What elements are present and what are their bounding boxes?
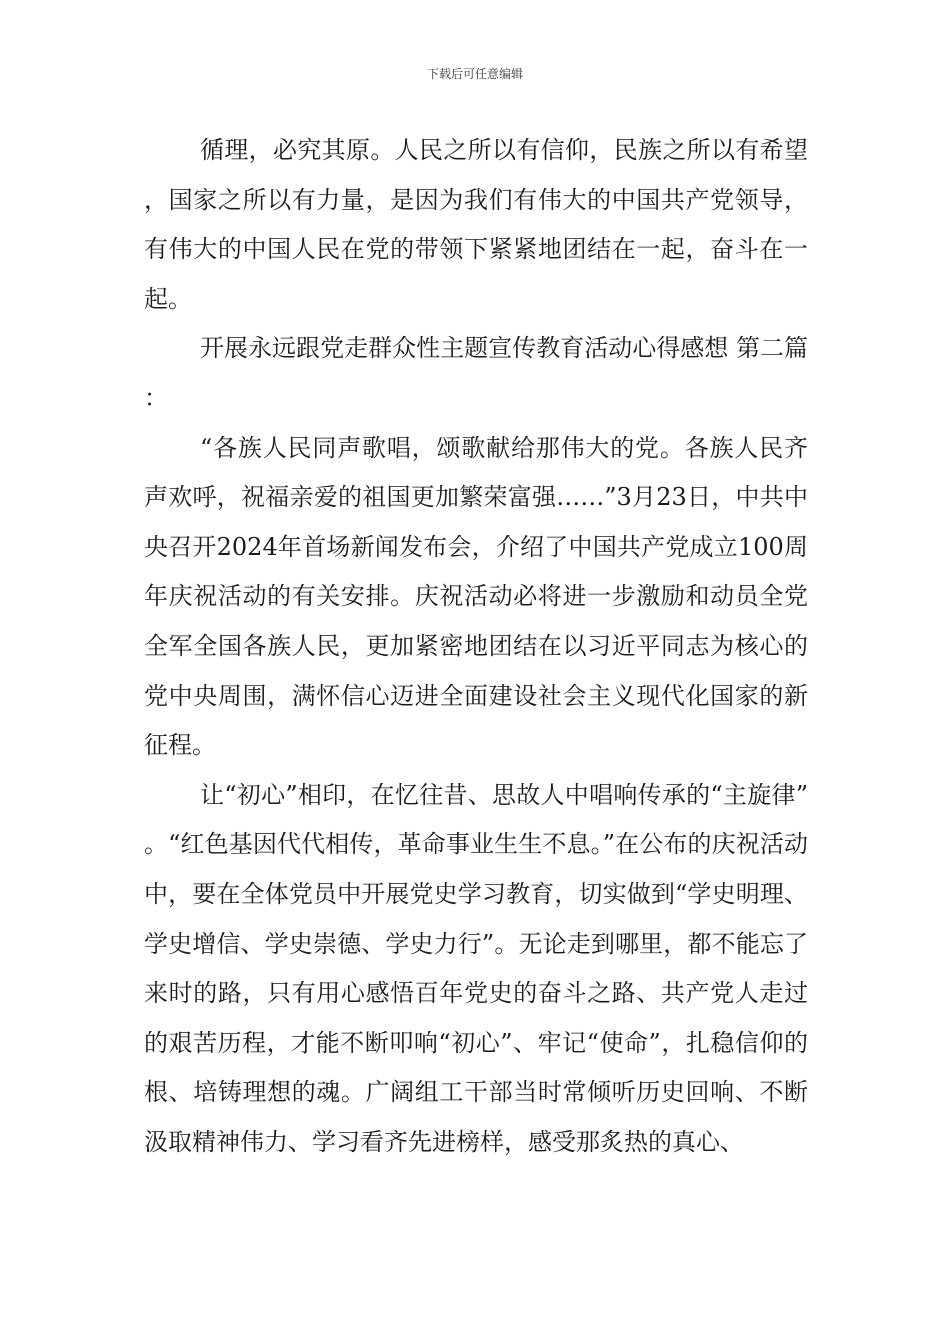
- page-header: 下载后可任意编辑: [426, 67, 523, 81]
- document-body: [144, 126, 808, 1167]
- paragraph-4: 让“初心”相印，在忆往昔、思故人中唱响传承的“主旋律”。“红色基因代代相传，革命事业生生不息。”在公布的庆祝活动中，要在全体党员中开展党史学习教育，切实做到“学史明理、学史增信、学史崇德、学史力行”。无论走到哪里，都不能忘了来时的路，只有用心感悟百年党史的奋斗之路、共产党人走过的艰苦历程，才能不断叩响“初心”、牢记“使命”，扎稳信仰的根、培铸理想的魂。广阔组工干部当时常倾听历史回响、不断汲取精神伟力、学习看齐先进榜样，感受那炙热的真心、: [144, 780, 808, 1156]
- paragraph-1: 循理，必究其原。人民之所以有信仰，民族之所以有希望，国家之所以有力量，是因为我们有伟大的中国共产党领导，有伟大的中国人民在党的带领下紧紧地团结在一起，奋斗在一起。: [144, 136, 808, 313]
- paragraph-2-heading: 开展永远跟党走群众性主题宣传教育活动心得感想 第二篇：: [144, 334, 808, 412]
- paragraph-3: “各族人民同声歌唱，颂歌献给那伟大的党。各族人民齐声欢呼，祝福亲爱的祖国更加繁荣富强……”3月23日，中共中央召开2024年首场新闻发布会，介绍了中国共产党成立100周年庆祝活动的有关安排。庆祝活动必将进一步激励和动员全党全军全国各族人民，更加紧密地团结在以习近平同志为核心的党中央周围，满怀信心迈进全面建设社会主义现代化国家的新征程。: [144, 433, 808, 760]
